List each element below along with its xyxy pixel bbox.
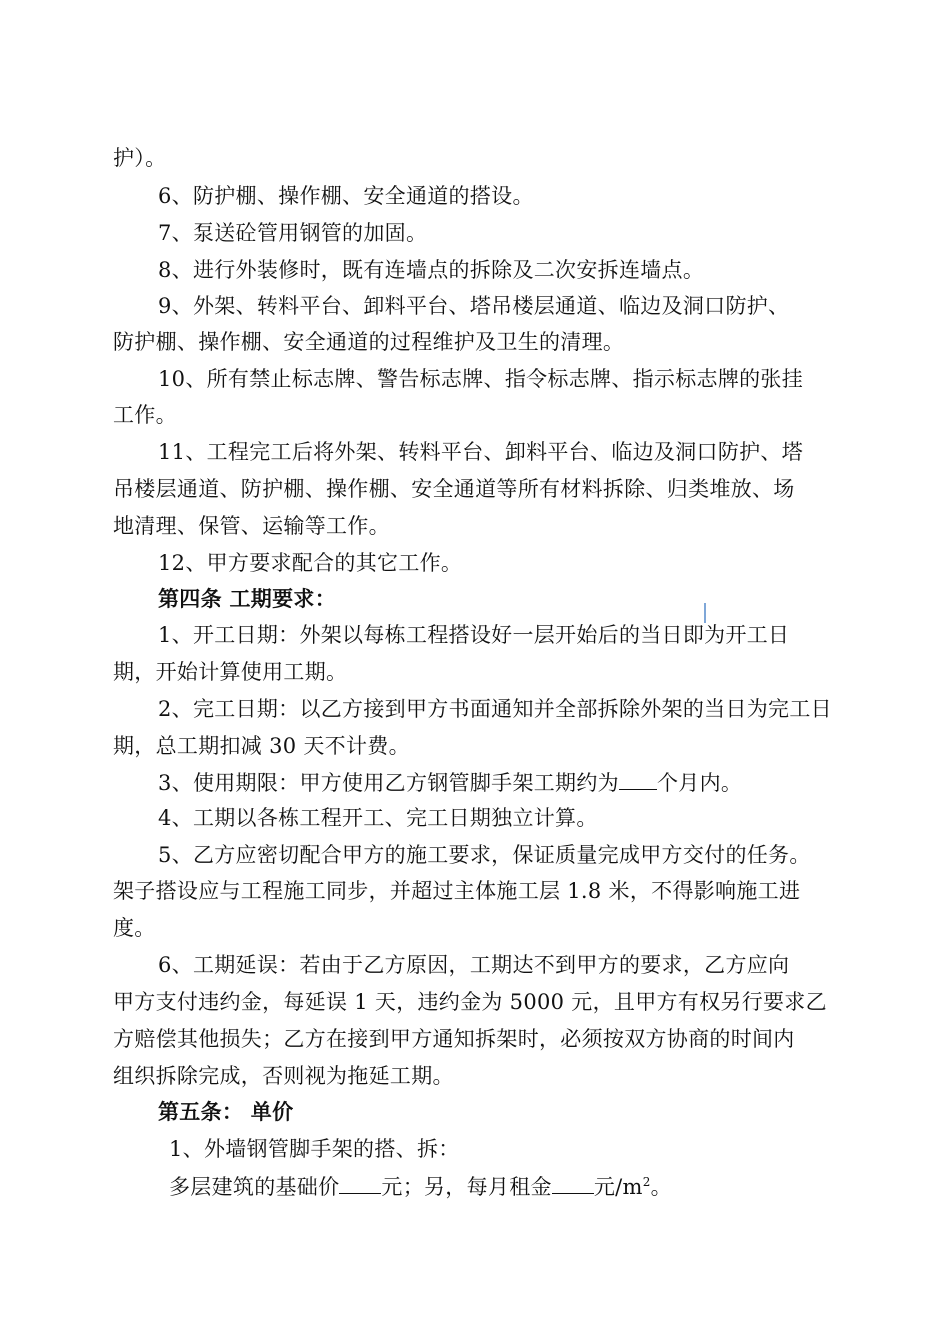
text-line xyxy=(169,1171,672,1202)
text-line: 架子搭设应与工程施工同步，并超过主体施工层 1.8 米，不得影响施工进 xyxy=(113,879,801,903)
section-heading-article-5: 第五条： 单价 xyxy=(158,1099,294,1124)
fill-in-blank xyxy=(552,1171,594,1194)
text-line: 1、开工日期：外架以每栋工程搭设好一层开始后的当日即为开工日 xyxy=(158,623,790,647)
text-segment: 多层建筑的基础价 xyxy=(169,1175,340,1199)
text-line: 6、防护棚、操作棚、安全通道的搭设。 xyxy=(158,184,534,208)
text-line: 防护棚、操作棚、安全通道的过程维护及卫生的清理。 xyxy=(113,330,625,354)
text-line: 5、乙方应密切配合甲方的施工要求，保证质量完成甲方交付的任务。 xyxy=(158,843,811,867)
text-segment: 元/m xyxy=(593,1175,643,1199)
text-line: 10、所有禁止标志牌、警告标志牌、指令标志牌、指示标志牌的张挂 xyxy=(158,367,804,391)
text-line: 地清理、保管、运输等工作。 xyxy=(113,514,390,538)
text-line: 工作。 xyxy=(113,403,177,427)
text-line: 9、外架、转料平台、卸料平台、塔吊楼层通道、临边及洞口防护、 xyxy=(158,294,790,318)
text-line: 7、泵送砼管用钢管的加固。 xyxy=(158,221,428,245)
text-line: 方赔偿其他损失；乙方在接到甲方通知拆架时，必须按双方协商的时间内 xyxy=(113,1027,795,1051)
text-line: 8、进行外装修时，既有连墙点的拆除及二次安拆连墙点。 xyxy=(158,258,705,282)
text-line: 6、工期延误：若由于乙方原因，工期达不到甲方的要求，乙方应向 xyxy=(158,953,790,977)
text-line: 12、甲方要求配合的其它工作。 xyxy=(158,551,463,575)
text-line: 期，总工期扣减 30 天不计费。 xyxy=(113,734,410,758)
text-line: 4、工期以各栋工程开工、完工日期独立计算。 xyxy=(158,806,598,830)
fill-in-blank xyxy=(339,1171,381,1194)
section-heading-article-4: 第四条 工期要求： xyxy=(158,586,337,611)
text-line: 组织拆除完成，否则视为拖延工期。 xyxy=(113,1064,454,1088)
text-line: 11、工程完工后将外架、转料平台、卸料平台、临边及洞口防护、塔 xyxy=(158,440,804,464)
text-segment: 个月内。 xyxy=(656,771,743,795)
text-line: 度。 xyxy=(113,916,156,940)
text-line: 吊楼层通道、防护棚、操作棚、安全通道等所有材料拆除、归类堆放、场 xyxy=(113,477,795,501)
text-line xyxy=(158,767,742,798)
text-line: 1、外墙钢管脚手架的搭、拆： xyxy=(169,1137,460,1161)
fill-in-blank xyxy=(619,767,657,790)
text-line: 甲方支付违约金，每延误 1 天，违约金为 5000 元，且甲方有权另行要求乙 xyxy=(113,990,827,1014)
text-segment: 3、使用期限：甲方使用乙方钢管脚手架工期约为 xyxy=(158,771,619,795)
text-segment: 。 xyxy=(650,1175,672,1199)
text-line: 护）。 xyxy=(113,146,167,170)
text-line: 期，开始计算使用工期。 xyxy=(113,660,348,684)
superscript: 2 xyxy=(642,1175,651,1189)
text-segment: 元；另，每月租金 xyxy=(381,1175,552,1199)
text-line: 2、完工日期：以乙方接到甲方书面通知并全部拆除外架的当日为完工日 xyxy=(158,697,832,721)
